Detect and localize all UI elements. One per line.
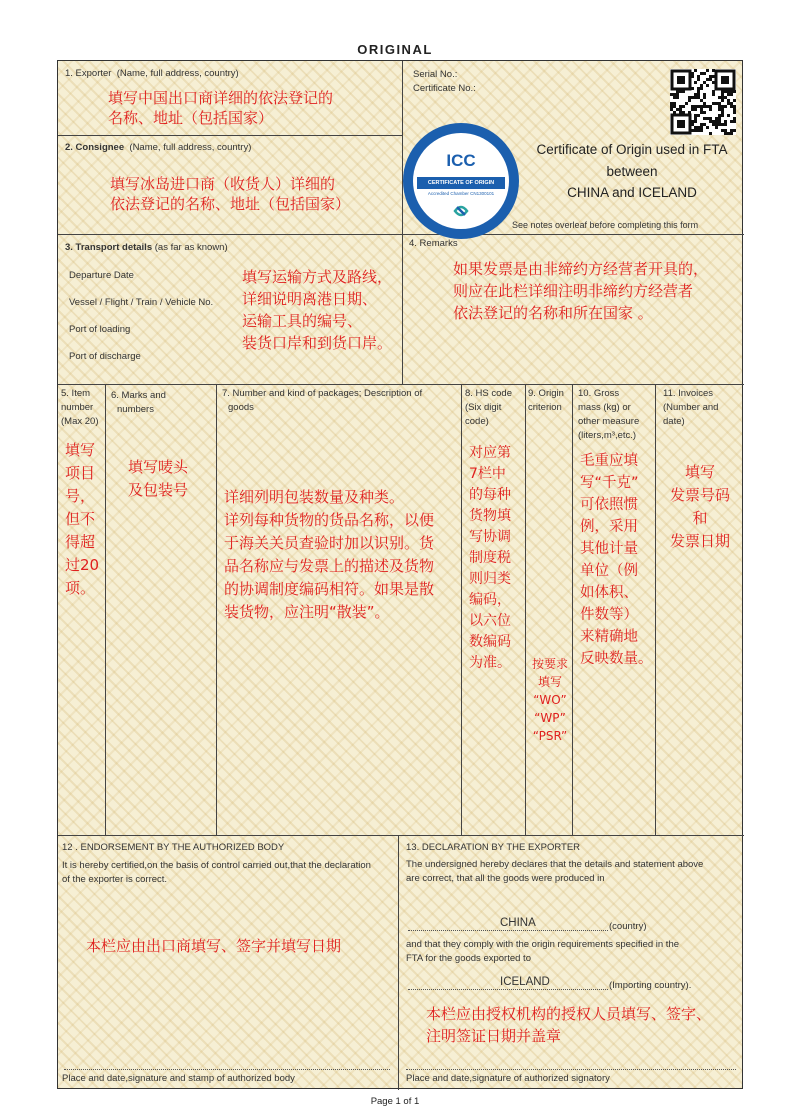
col8-note-line: 数编码 (469, 634, 511, 650)
col10-title-3: other measure (578, 416, 640, 427)
col5-note (65, 439, 99, 600)
col8-note-line: 制度税 (469, 550, 511, 566)
transport-field-discharge: Port of discharge (69, 351, 141, 362)
col11-note-line: 发票号码 (669, 486, 730, 504)
col6-note (128, 456, 188, 502)
endorsement-footer: Place and date,signature and stamp of authorized body (62, 1073, 295, 1084)
exporter-note-1: 填写中国出口商详细的依法登记的 (108, 89, 334, 107)
transport-note-4: 装货口岸和到货口岸。 (242, 334, 393, 352)
importing-line (408, 989, 608, 990)
qr-code-icon (670, 69, 736, 135)
divider-v-3-4 (402, 234, 403, 384)
col10-note-line: 反映数量。 (580, 651, 653, 667)
icc-seal-icon (403, 123, 519, 239)
col9-header (528, 387, 564, 415)
declaration-text-1: The undersigned hereby declares that the details and statement above (406, 859, 704, 870)
declaration-text-2: are correct, that all the goods were produced in (406, 873, 605, 884)
col8-note-line: 以六位 (469, 613, 511, 629)
endorsement-note: 本栏应由出口商填写、签字并填写日期 (86, 937, 342, 955)
see-notes-text: See notes overleaf before completing this form (512, 220, 699, 230)
divider-h-bottom (58, 835, 744, 836)
divider-h-1-2 (58, 135, 402, 136)
col7-title-1: 7. Number and kind of packages; Description of (222, 388, 423, 399)
col10-note-line: 其他计量 (580, 541, 638, 557)
consignee-note-2: 依法登记的名称、地址（包括国家） (110, 195, 351, 213)
col5-title-3: (Max 20) (61, 416, 99, 427)
col-divider-8 (525, 384, 526, 835)
col7-header (222, 387, 422, 415)
transport-field-loading: Port of loading (69, 324, 131, 335)
col6-header (111, 389, 166, 417)
col5-header (61, 387, 98, 429)
col-divider-9 (572, 384, 573, 835)
col10-header (578, 387, 639, 443)
col9-note-line: “WP” (534, 711, 566, 725)
endorsement-title: 12 . ENDORSEMENT BY THE AUTHORIZED BODY (62, 842, 285, 853)
col10-title-4: (liters,m³,etc.) (578, 430, 637, 441)
page-footer: Page 1 of 1 (370, 1096, 420, 1107)
divider-v-12-13 (398, 835, 399, 1090)
col8-note-line: 写协调 (469, 529, 511, 545)
declaration-footer: Place and date,signature of authorized signatory (406, 1073, 610, 1084)
col8-header (465, 387, 512, 429)
declaration-note-1: 本栏应由授权机构的授权人员填写、签字、 (426, 1005, 712, 1023)
col7-note-line: 详细列明包装数量及种类。 (224, 488, 405, 506)
col-divider-7 (461, 384, 462, 835)
document-header: ORIGINAL (357, 42, 433, 57)
col11-note (656, 461, 744, 553)
divider-h-mid (58, 384, 744, 385)
col5-note-line: 填写 (65, 441, 96, 459)
col11-title-2: (Number and (663, 402, 719, 413)
declaration-title: 13. DECLARATION BY THE EXPORTER (406, 842, 581, 853)
col9-note-line: “PSR” (532, 729, 568, 743)
col9-title-1: 9. Origin (528, 388, 564, 399)
col6-title-1: 6. Marks and (111, 390, 166, 401)
col8-note-line: 货物填 (469, 508, 511, 524)
seal-accredited-text: Accredited Chamber CN1300101 (427, 191, 495, 196)
col8-note-line: 7栏中 (469, 466, 506, 482)
col10-note-line: 单位（例 (580, 563, 638, 579)
col7-note-line: 品名称应与发票上的描述及货物 (224, 557, 435, 575)
divider-v-top (402, 61, 403, 234)
col8-title-3: code) (465, 416, 489, 427)
certificate-form (57, 60, 743, 1089)
col9-note-line: 按要求 (531, 657, 568, 671)
transport-note-1: 填写运输方式及路线， (242, 268, 393, 286)
exporter-title: 1. Exporter (Name, full address, country) (65, 68, 239, 79)
cert-title-line2: between (606, 164, 658, 179)
transport-field-departure: Departure Date (69, 270, 134, 281)
col10-note-line: 例，采用 (580, 519, 638, 535)
col9-note-line: 填写 (537, 675, 562, 689)
remarks-note-3: 依法登记的名称和所在国家 。 (453, 304, 653, 322)
col7-note-line: 装货物，应注明“散装”。 (224, 603, 390, 621)
seal-knot-icon (451, 201, 471, 221)
exporter-note-2: 名称、地址（包括国家） (108, 109, 274, 127)
col9-note-line: “WO” (533, 693, 567, 707)
remarks-note-2: 则应在此栏详细注明非缔约方经营者 (453, 282, 694, 300)
col8-note-line: 编码， (469, 592, 511, 608)
endorsement-text-2: of the exporter is correct. (62, 874, 168, 885)
endorsement-signature-line (64, 1069, 390, 1070)
remarks-title: 4. Remarks (409, 238, 458, 249)
country-label: (country) (609, 921, 647, 932)
col9-title-2: criterion (528, 402, 562, 413)
col7-note-line: 于海关关员查验时加以识别。货 (224, 534, 435, 552)
transport-note-3: 运输工具的编号、 (242, 312, 363, 330)
col10-note-line: 来精确地 (580, 629, 638, 645)
col10-note (580, 450, 653, 670)
col10-note-line: 如体积、 (580, 585, 638, 601)
col5-note-line: 项。 (65, 579, 96, 597)
col9-note (528, 655, 572, 745)
cert-title-line1: Certificate of Origin used in FTA (536, 142, 728, 157)
transport-note-2: 详细说明离港日期、 (242, 290, 378, 308)
declaration-text-3: and that they comply with the origin requirements specified in the (406, 939, 680, 950)
col8-note (469, 443, 511, 674)
col5-title-2: number (61, 402, 94, 413)
col10-title-2: mass (kg) or (578, 402, 631, 413)
importing-label: (Importing country). (609, 980, 692, 991)
country-line (408, 930, 608, 931)
col7-title-2: goods (228, 402, 254, 413)
col5-note-line: 得超 (65, 533, 96, 551)
col-divider-6 (216, 384, 217, 835)
col-divider-5 (105, 384, 106, 835)
declaration-note-2: 注明签证日期并盖章 (426, 1027, 562, 1045)
divider-h-top (58, 234, 744, 235)
col11-note-line: 填写 (684, 463, 715, 481)
col8-note-line: 为准。 (469, 655, 511, 671)
col11-note-line: 和 (692, 509, 708, 527)
serial-label: Serial No.: (413, 69, 458, 80)
col10-note-line: 写“千克” (580, 475, 639, 491)
col5-title-1: 5. Item (61, 388, 91, 399)
col10-note-line: 件数等） (580, 607, 638, 623)
certificate-label: Certificate No.: (413, 83, 476, 94)
seal-band-text: CERTIFICATE OF ORIGIN (417, 177, 505, 189)
col8-note-line: 的每种 (469, 487, 511, 503)
col8-note-line: 对应第 (469, 445, 511, 461)
consignee-title: 2. Consignee (Name, full address, country) (65, 142, 252, 153)
cert-title-line3: CHINA and ICELAND (567, 185, 697, 200)
col7-note (224, 486, 434, 624)
transport-field-vessel: Vessel / Flight / Train / Vehicle No. (69, 297, 214, 308)
remarks-note-1: 如果发票是由非缔约方经营者开具的， (453, 260, 709, 278)
country-value: CHINA (500, 917, 536, 929)
declaration-signature-line (406, 1069, 736, 1070)
col6-title-2: numbers (117, 404, 154, 415)
col5-note-line: 号， (65, 487, 96, 505)
col7-note-line: 的协调制度编码相符。如果是散 (224, 580, 435, 598)
col7-note-line: 详列每种货物的货品名称，以便 (224, 511, 435, 529)
col5-note-line: 项目 (65, 464, 96, 482)
transport-title: 3. Transport details (as far as known) (65, 242, 228, 253)
col10-note-line: 毛重应填 (580, 453, 638, 469)
col-divider-10 (655, 384, 656, 835)
endorsement-text-1: It is hereby certified,on the basis of control carried out,that the declaration (62, 860, 371, 871)
consignee-note-1: 填写冰岛进口商（收货人）详细的 (110, 175, 336, 193)
col11-header (663, 387, 718, 429)
col8-title-1: 8. HS code (465, 388, 512, 399)
col6-note-line: 及包装号 (128, 481, 189, 499)
col8-note-line: 则归类 (469, 571, 511, 587)
col11-title-3: date) (663, 416, 685, 427)
col11-note-line: 发票日期 (669, 532, 730, 550)
col5-note-line: 但不 (65, 510, 96, 528)
col11-title-1: 11. Invoices (663, 388, 713, 399)
importing-value: ICELAND (500, 976, 550, 988)
col5-note-line: 过20 (65, 556, 100, 574)
declaration-text-4: FTA for the goods exported to (406, 953, 531, 964)
seal-icc-text: ICC (446, 151, 476, 170)
col10-title-1: 10. Gross (578, 388, 620, 399)
col10-note-line: 可依照惯 (580, 497, 638, 513)
col6-note-line: 填写唛头 (128, 458, 189, 476)
col8-title-2: (Six digit (465, 402, 502, 413)
